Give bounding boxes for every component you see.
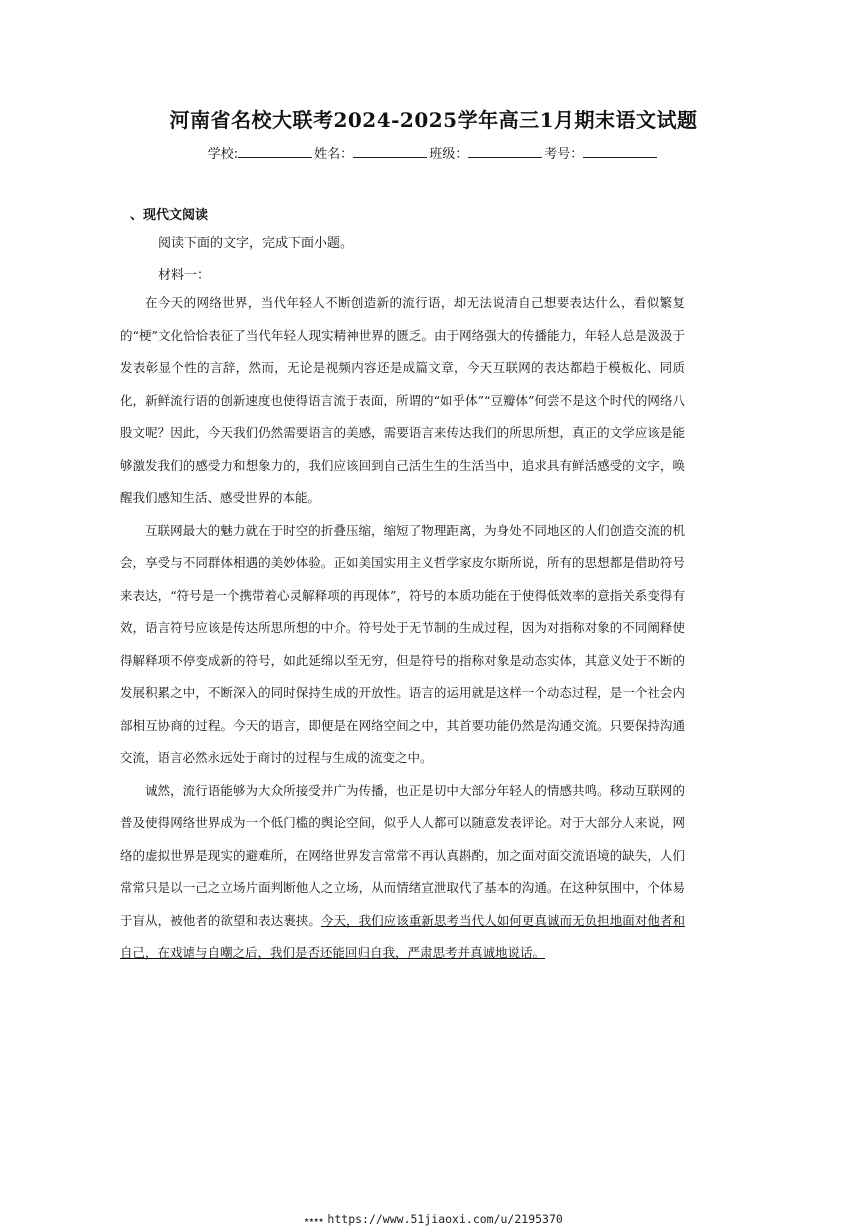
document-title: 河南省名校大联考2024-2025学年高三1月期末语文试题 (169, 108, 698, 132)
reading-instruction: 阅读下面的文字，完成下面小题。 (158, 236, 354, 251)
name-label: 姓名： (314, 147, 354, 162)
school-blank[interactable] (238, 145, 312, 158)
footer-url[interactable]: https://www.51jiaoxi.com/u/2195370 (327, 1212, 563, 1226)
passage-body (120, 287, 685, 970)
class-label: 班级： (429, 147, 469, 162)
page-footer (0, 1212, 867, 1226)
section-heading: 、现代文阅读 (130, 208, 209, 223)
exam-number-label: 考号： (544, 147, 584, 162)
footer-stars: ★★★★ (304, 1215, 324, 1224)
paragraph-2: 互联网最大的魅力就在于时空的折叠压缩，缩短了物理距离，为身处不同地区的人们创造交流的机会，享受与不同群体相遇的美妙体验。正如美国实用主义哲学家皮尔斯所说，所有的思想都是借助符号来表达，“符号是一个携带着心灵解释项的再现体”，符号的本质功能在于使得低效率的意指关系变得有效，语言符号应该是传达所思所想的中介。符号处于无节制的生成过程，因为对指称对象的不同阐释使得解释项不停变成新的符号，如此延绵以至无穷，但是符号的指称对象是动态实体，其意义处于不断的发展积累之中，不断深入的同时保持生成的开放性。语言的运用就是这样一个动态过程，是一个社会内部相互协商的过程。今天的语言，即便是在网络空间之中，其首要功能仍然是沟通交流。只要保持沟通交流，语言必然永远处于商讨的过程与生成的流变之中。 (120, 522, 685, 765)
student-info-line (0, 143, 867, 162)
exam-number-blank[interactable] (583, 145, 657, 158)
paragraph-3-underlined-text: 今天，我们应该重新思考当代人如何更真诚而无负担地面对他者和自己，在戏谑与自嘲之后，我们是否还能回归自我，严肃思考并真诚地说话。 (120, 912, 685, 960)
paragraph-1: 在今天的网络世界，当代年轻人不断创造新的流行语，却无法说清自己想要表达什么，看似繁复的“梗”文化恰恰表征了当代年轻人现实精神世界的匮乏。由于网络强大的传播能力，年轻人总是汲汲于发表彰显个性的言辞，然而，无论是视频内容还是成篇文章，今天互联网的表达都趋于模板化、同质化，新鲜流行语的创新速度也使得语言流于表面，所谓的“如乎体”“豆瓣体”何尝不是这个时代的网络八股文呢？因此，今天我们仍然需要语言的美感，需要语言来传达我们的所思所想，真正的文学应该是能够激发我们的感受力和想象力的，我们应该回到自己活生生的生活当中，追求具有鲜活感受的文字，唤醒我们感知生活、感受世界的本能。 (120, 295, 685, 505)
paragraph-3 (120, 775, 685, 970)
paragraph-3-text: 诚然，流行语能够为大众所接受并广为传播，也正是切中大部分年轻人的情感共鸣。移动互联网的普及使得网络世界成为一个低门槛的舆论空间，似乎人人都可以随意发表评论。对于大部分人来说，网络的虚拟世界是现实的避难所，在网络世界发言常常不再认真斟酌，加之面对面交流语境的缺失，人们常常只是以一己之立场片面判断他人之立场，从而情绪宣泄取代了基本的沟通。在这种氛围中，个体易于盲从，被他者的欲望和表达裹挟。 (120, 782, 685, 928)
class-blank[interactable] (468, 145, 542, 158)
name-blank[interactable] (353, 145, 427, 158)
school-label: 学校: (207, 147, 239, 162)
material-label: 材料一： (158, 268, 211, 283)
